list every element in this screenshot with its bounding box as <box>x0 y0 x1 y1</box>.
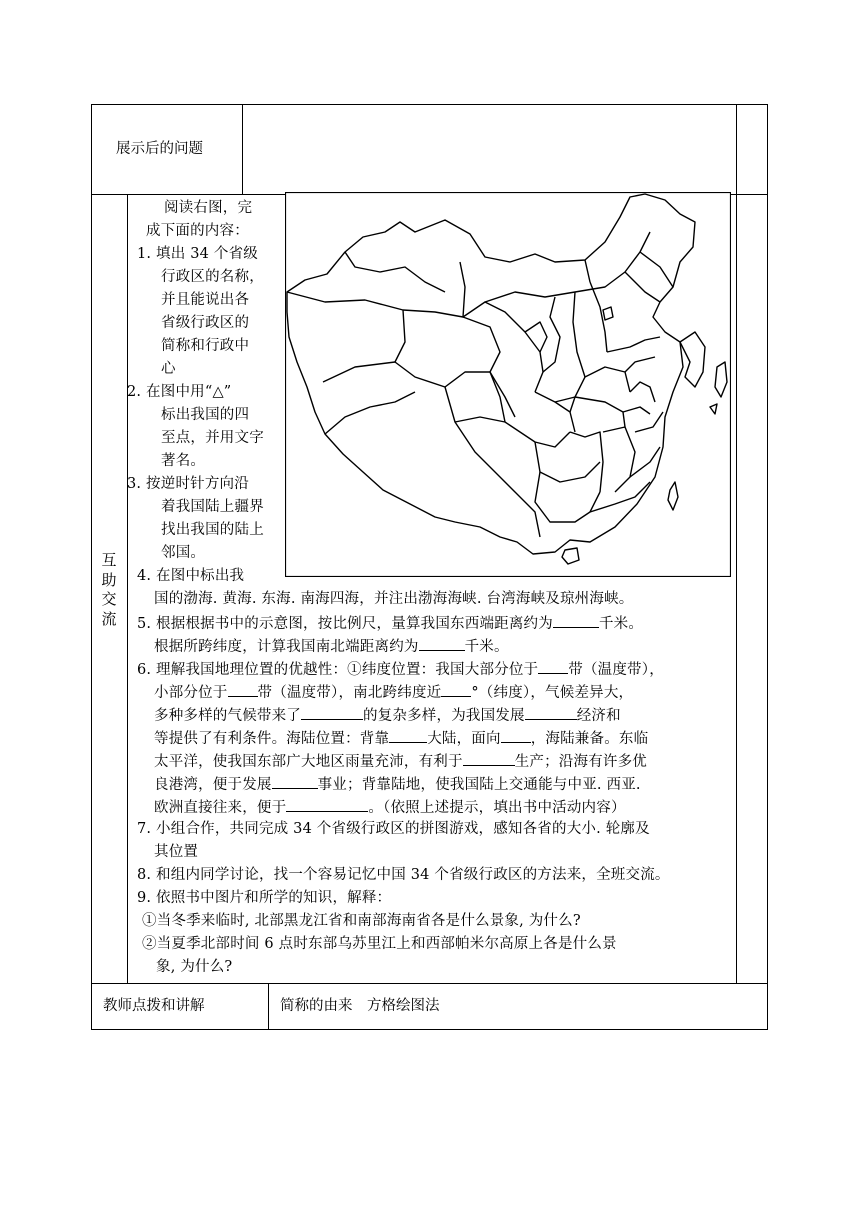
q6-blank-1[interactable] <box>538 661 568 674</box>
q6-l2b: 带（温度带），南北跨纬度近 <box>257 685 442 701</box>
table-right-border <box>767 104 768 1030</box>
q6-l7a: 欧洲直接往来，便于 <box>154 800 287 816</box>
q6-blank-7[interactable] <box>501 730 531 743</box>
table-left-border <box>91 104 92 1030</box>
q1-line-1: 1. 填出 34 个省级 <box>137 246 259 262</box>
q6-blank-8[interactable] <box>463 753 515 766</box>
q6-l5a: 太平洋，使我国东部广大地区雨量充沛，有利于 <box>154 754 463 770</box>
q6-line-2 <box>154 684 633 701</box>
row2-char-1: 互 <box>101 551 117 569</box>
q6-l2a: 小部分位于 <box>154 685 228 701</box>
label-column-divider-row3 <box>268 983 269 1030</box>
q6-blank-4[interactable] <box>301 707 363 720</box>
q5-line-2-text: 根据所跨纬度，计算我国南北端距离约为 <box>154 639 419 655</box>
china-province-map <box>285 192 731 577</box>
q2-line-1: 2. 在图中用“△” <box>127 384 232 400</box>
q6-l5b: 生产；沿海有许多优 <box>514 754 648 770</box>
q7-line-2: 其位置 <box>154 844 199 860</box>
q5-line-1 <box>137 615 643 632</box>
label-column-divider-row2 <box>127 194 128 984</box>
q9-line-1: 9. 依照书中图片和所学的知识，解释： <box>137 890 392 906</box>
q1-line-2: 行政区的名称， <box>161 269 264 285</box>
intro-line-1: 阅读右图，完 <box>164 200 253 216</box>
q5-line-1-unit: 千米。 <box>598 616 644 632</box>
q9-line-4: 象, 为什么? <box>156 959 233 975</box>
q6-l2c: °（纬度），气候差异大， <box>471 685 634 701</box>
q5-line-2 <box>154 638 509 655</box>
q1-line-5: 简称和行政中 <box>161 338 250 354</box>
q5-blank-east-west[interactable] <box>553 615 599 628</box>
q9-line-2: ①当冬季来临时, 北部黑龙江省和南部海南省各是什么景象, 为什么? <box>142 913 581 929</box>
q6-blank-10[interactable] <box>286 799 368 812</box>
q3-line-1: 3. 按逆时针方向沿 <box>127 476 249 492</box>
row2-char-4: 流 <box>101 609 117 628</box>
q6-l6a: 良港湾，便于发展 <box>154 777 272 793</box>
q9-line-3: ②当夏季北部时间 6 点时东部乌苏里江上和西部帕米尔高原上各是什么景 <box>142 936 617 952</box>
q6-l4b: 大陆，面向 <box>427 731 501 747</box>
table-top-border <box>91 104 768 105</box>
q6-blank-9[interactable] <box>272 776 318 789</box>
q8-line: 8. 和组内同学讨论，找一个容易记忆中国 34 个省级行政区的方法来，全班交流。 <box>137 867 670 883</box>
label-column-divider-row1 <box>242 104 243 195</box>
q1-line-3: 并且能说出各 <box>161 292 250 308</box>
intro-line-2: 成下面的内容： <box>146 223 249 239</box>
q6-l3c: 经济和 <box>576 708 621 724</box>
q6-l3a: 多种多样的气候带来了 <box>154 708 301 724</box>
q1-line-4: 省级行政区的 <box>161 315 250 331</box>
map-frame <box>286 193 731 577</box>
q6-line-4 <box>154 730 648 747</box>
q2-line-2: 标出我国的四 <box>161 407 250 423</box>
q6-l6b: 事业；背靠陆地，使我国陆上交通能与中亚. 西亚. <box>317 777 641 793</box>
q4-line-2: 国的渤海. 黄海. 东海. 南海四海，并注出渤海海峡. 台湾海峡及琼州海峡。 <box>154 591 634 607</box>
q6-blank-6[interactable] <box>389 730 427 743</box>
q3-line-2: 着我国陆上疆界 <box>161 499 264 515</box>
q6-line-6 <box>154 776 641 793</box>
row2-label <box>100 551 118 629</box>
q3-line-3: 找出我国的陆上 <box>161 522 264 538</box>
q6-blank-3[interactable] <box>441 684 471 697</box>
row2-char-2: 助 <box>101 570 117 589</box>
row1-label: 展示后的问题 <box>116 141 203 157</box>
q6-l4c: ，海陆兼备。东临 <box>530 731 649 747</box>
row-divider-2 <box>91 983 768 984</box>
q6-line-5 <box>154 753 647 770</box>
row3-content: 简称的由来 方格绘图法 <box>280 998 440 1014</box>
q6-l3b: 的复杂多样，为我国发展 <box>363 708 525 724</box>
q6-l7b: 。（依照上述提示，填出书中活动内容） <box>368 800 626 816</box>
inner-column-divider <box>736 104 737 984</box>
q6-l4a: 等提供了有利条件。海陆位置：背靠 <box>154 731 390 747</box>
q6-line-3 <box>154 707 621 724</box>
q4-line-1: 4. 在图中标出我 <box>137 568 245 584</box>
q5-line-2-unit: 千米。 <box>464 639 509 655</box>
row2-char-3: 交 <box>101 590 117 608</box>
q5-line-1-text: 5. 根据根据书中的示意图，按比例尺，量算我国东西端距离约为 <box>137 616 553 632</box>
row3-label: 教师点拨和讲解 <box>103 998 205 1014</box>
q6-line-1 <box>137 661 664 678</box>
q7-line-1: 7. 小组合作，共同完成 34 个省级行政区的拼图游戏，感知各省的大小. 轮廓及 <box>137 821 650 837</box>
table-bottom-border <box>91 1029 768 1030</box>
q2-line-4: 著名。 <box>161 453 206 469</box>
q6-blank-2[interactable] <box>228 684 258 697</box>
q6-blank-5[interactable] <box>525 707 577 720</box>
q5-blank-north-south[interactable] <box>419 638 465 651</box>
q1-line-6: 心 <box>161 361 176 377</box>
q3-line-4: 邻国。 <box>161 545 206 561</box>
q6-l1a: 6. 理解我国地理位置的优越性：①纬度位置：我国大部分位于 <box>137 662 539 678</box>
q6-l1b: 带（温度带）， <box>568 662 664 678</box>
q2-line-3: 至点，并用文字 <box>161 430 264 446</box>
q6-line-7 <box>154 799 626 816</box>
